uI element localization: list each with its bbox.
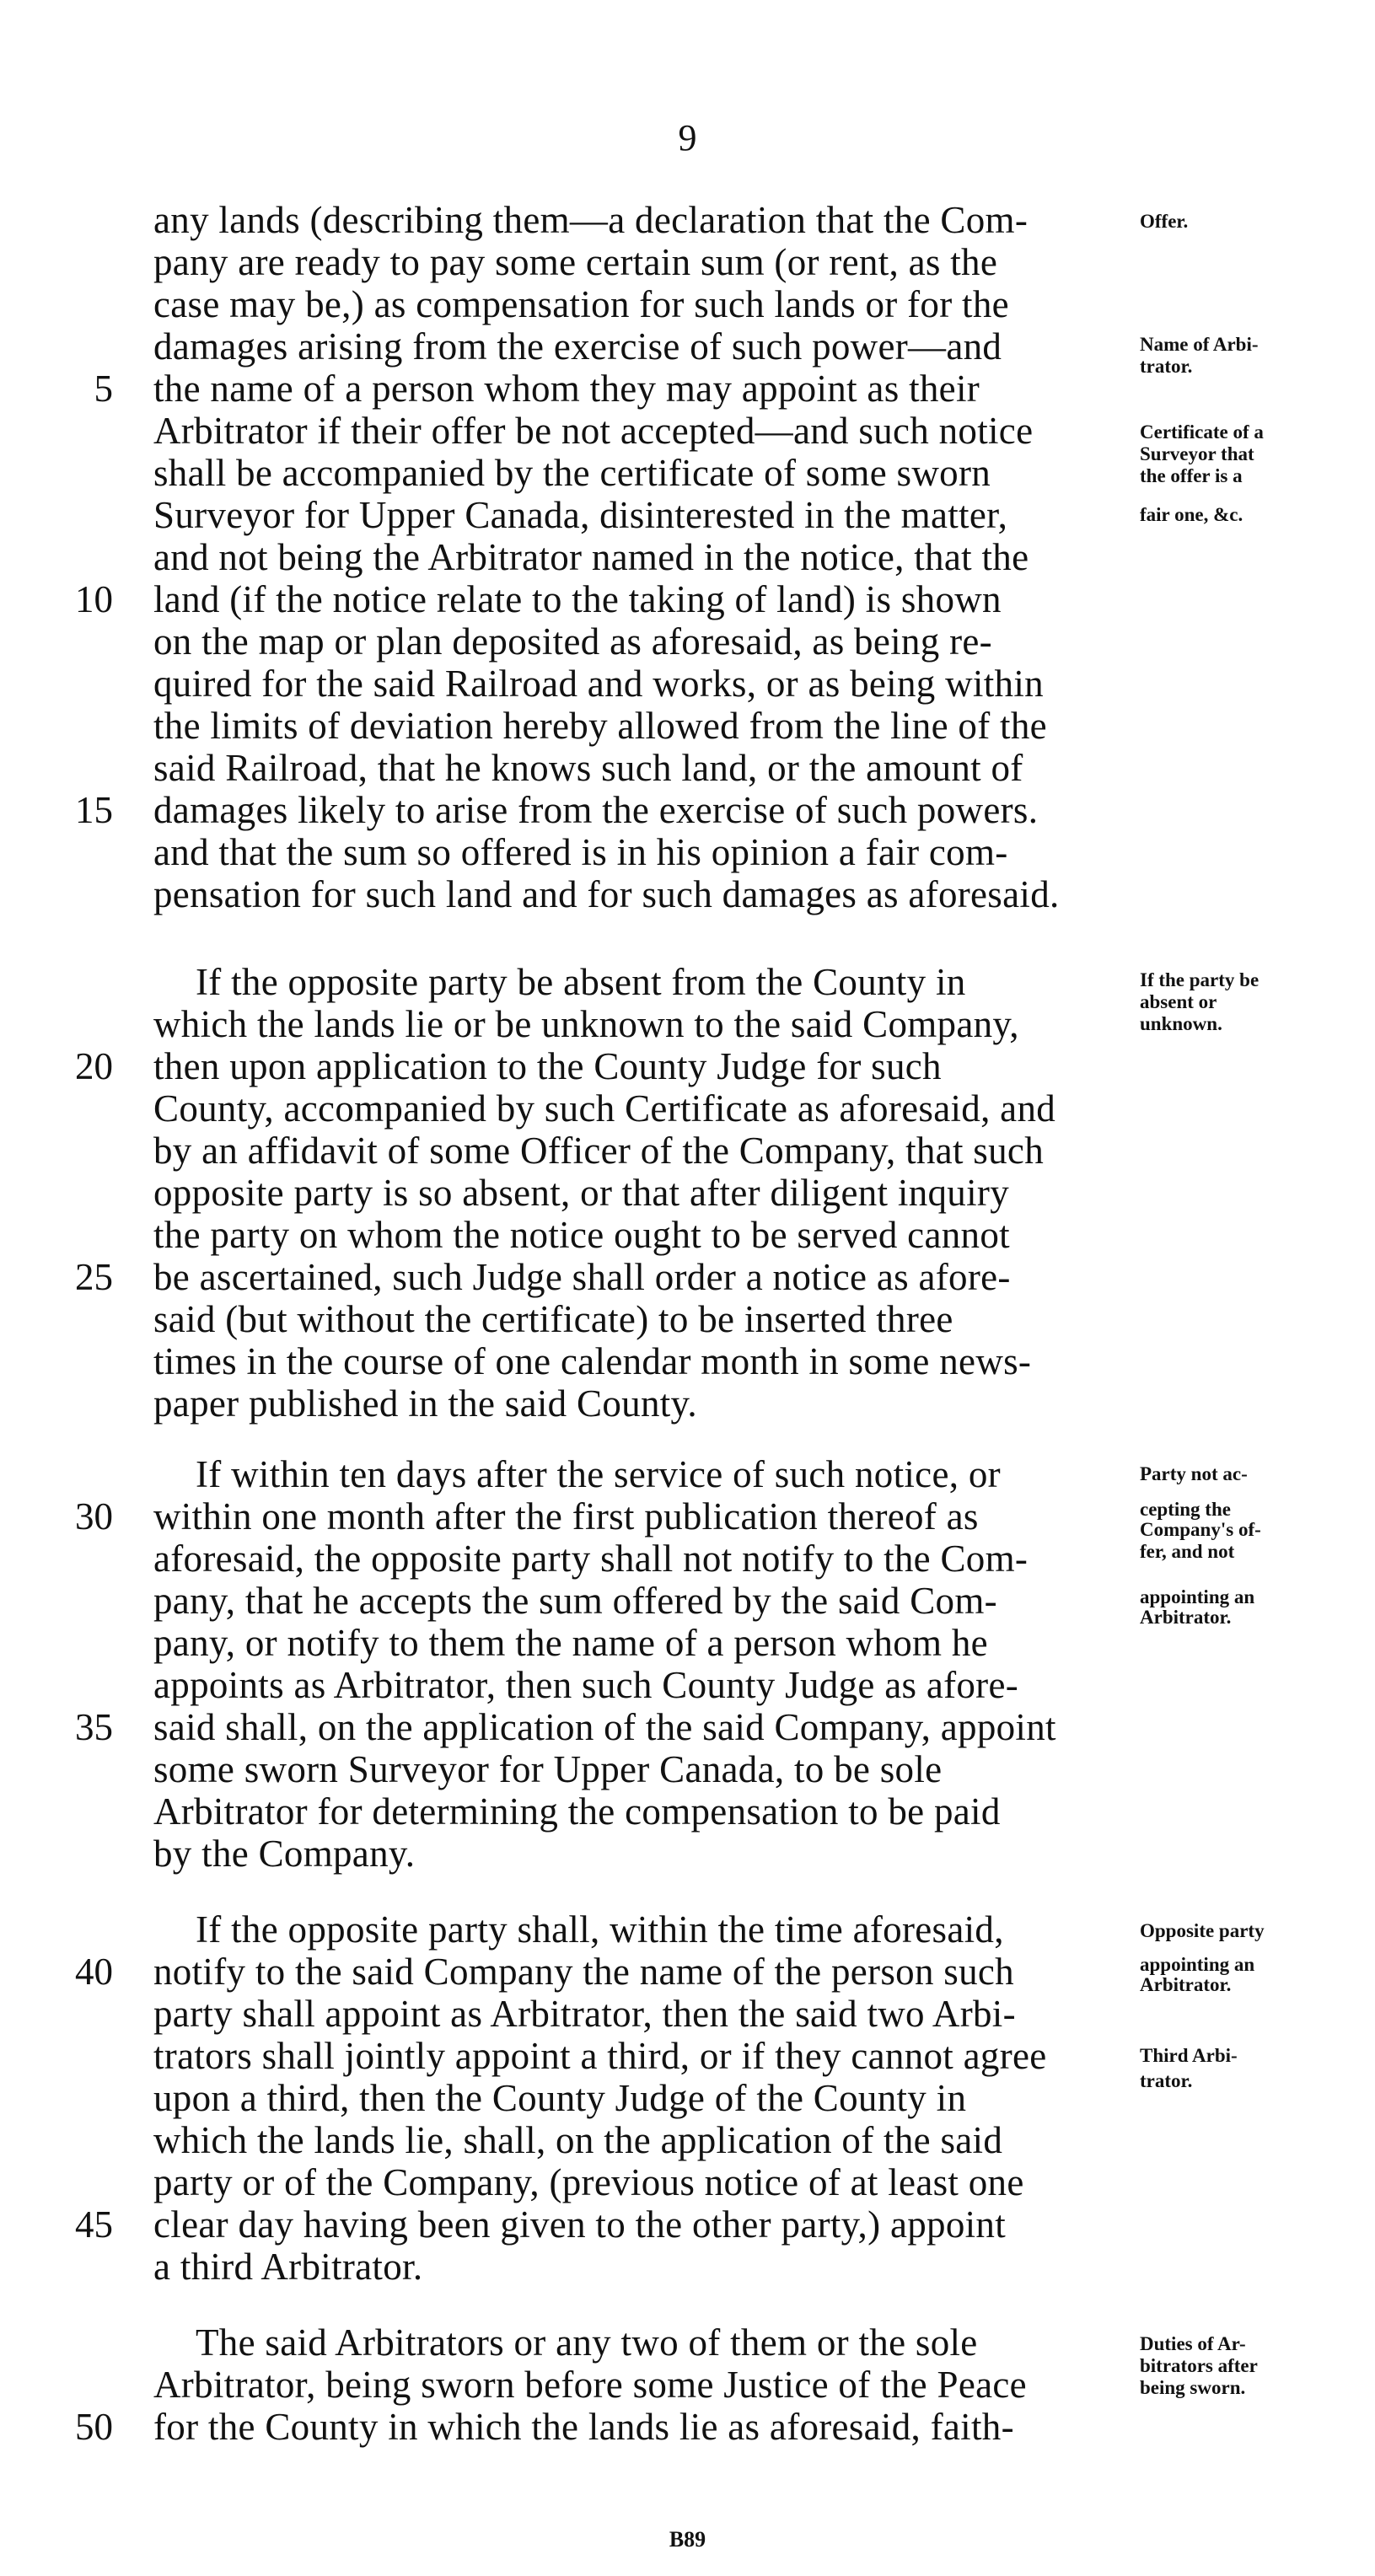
page-number: 9: [678, 117, 697, 158]
text-line: quired for the said Railroad and works, or as being within: [153, 663, 1044, 705]
margin-note: unknown.: [1140, 1013, 1222, 1034]
text-line: some sworn Surveyor for Upper Canada, to be sole: [153, 1748, 943, 1790]
text-line: If the opposite party shall, within the time aforesaid,: [196, 1908, 1004, 1951]
text-line: said (but without the certificate) to be inserted three: [153, 1298, 953, 1340]
line-number: 45: [75, 2203, 113, 2246]
text-line: trators shall jointly appoint a third, or if they cannot agree: [153, 2035, 1047, 2077]
margin-note: Third Arbi-: [1140, 2045, 1238, 2066]
line-number: 40: [75, 1951, 113, 1993]
text-line: clear day having been given to the other party,) appoint: [153, 2203, 1007, 2246]
margin-note: trator.: [1140, 356, 1193, 377]
margin-note: the offer is a: [1140, 465, 1243, 486]
text-line: pensation for such land and for such damages as aforesaid.: [153, 873, 1060, 915]
text-line: on the map or plan deposited as aforesaid, as being re-: [153, 620, 992, 663]
line-number: 50: [75, 2406, 113, 2448]
text-line: then upon application to the County Judge for such: [153, 1045, 942, 1087]
text-line: said shall, on the application of the said Company, appoint: [153, 1706, 1056, 1748]
margin-note: Offer.: [1140, 211, 1189, 232]
signature-mark: B89: [669, 2527, 706, 2552]
text-line: paper published in the said County.: [153, 1382, 697, 1425]
text-line: case may be,) as compensation for such lands or for the: [153, 283, 1009, 325]
margin-note: bitrators after: [1140, 2355, 1258, 2376]
margin-note: If the party be: [1140, 969, 1260, 990]
margin-note: fer, and not: [1140, 1541, 1235, 1562]
line-number: 30: [75, 1495, 113, 1538]
text-line: for the County in which the lands lie as aforesaid, faith-: [153, 2406, 1014, 2448]
text-line: party shall appoint as Arbitrator, then the said two Arbi-: [153, 1993, 1016, 2035]
text-line: within one month after the first publication thereof as: [153, 1495, 979, 1538]
text-line: upon a third, then the County Judge of the County in: [153, 2077, 967, 2119]
margin-note: Name of Arbi-: [1140, 334, 1259, 355]
text-line: shall be accompanied by the certificate of some sworn: [153, 452, 991, 494]
line-number: 20: [75, 1045, 113, 1087]
line-number: 15: [75, 789, 113, 831]
margin-note: Certificate of a: [1140, 421, 1264, 443]
margin-note: appointing an: [1140, 1954, 1255, 1975]
margin-note: Company's of-: [1140, 1519, 1261, 1540]
text-line: a third Arbitrator.: [153, 2246, 423, 2288]
text-line: The said Arbitrators or any two of them or the sole: [196, 2321, 978, 2364]
margin-note: appointing an: [1140, 1586, 1255, 1607]
text-line: party or of the Company, (previous notice of at least one: [153, 2161, 1024, 2203]
text-line: the party on whom the notice ought to be served cannot: [153, 1214, 1010, 1256]
text-line: said Railroad, that he knows such land, or the amount of: [153, 747, 1023, 789]
text-line: by an affidavit of some Officer of the Company, that such: [153, 1130, 1044, 1172]
text-line: pany, or notify to them the name of a person whom he: [153, 1622, 988, 1664]
text-line: the limits of deviation hereby allowed from the line of the: [153, 705, 1047, 747]
text-line: If the opposite party be absent from the County in: [196, 961, 966, 1003]
text-line: and that the sum so offered is in his opinion a fair com-: [153, 831, 1008, 873]
text-line: and not being the Arbitrator named in the notice, that the: [153, 536, 1029, 578]
margin-note: Arbitrator.: [1140, 1974, 1232, 1995]
text-line: Arbitrator for determining the compensation to be paid: [153, 1790, 1001, 1833]
line-number: 5: [94, 368, 113, 410]
text-line: by the Company.: [153, 1833, 416, 1875]
text-line: the name of a person whom they may appoint as their: [153, 368, 980, 410]
line-number: 25: [75, 1256, 113, 1298]
line-number: 10: [75, 578, 113, 620]
margin-note: trator.: [1140, 2070, 1193, 2091]
margin-note: Opposite party: [1140, 1920, 1265, 1941]
text-line: land (if the notice relate to the taking of land) is shown: [153, 578, 1002, 620]
text-line: pany are ready to pay some certain sum (or rent, as the: [153, 241, 998, 283]
margin-note: Surveyor that: [1140, 443, 1254, 464]
text-line: be ascertained, such Judge shall order a notice as afore-: [153, 1256, 1011, 1298]
margin-note: being sworn.: [1140, 2377, 1246, 2398]
text-line: County, accompanied by such Certificate as aforesaid, and: [153, 1087, 1056, 1130]
text-line: aforesaid, the opposite party shall not notify to the Com-: [153, 1538, 1029, 1580]
text-line: Surveyor for Upper Canada, disinterested in the matter,: [153, 494, 1008, 536]
text-line: notify to the said Company the name of the person such: [153, 1951, 1014, 1993]
text-line: If within ten days after the service of such notice, or: [196, 1453, 1001, 1495]
text-line: damages likely to arise from the exercise of such powers.: [153, 789, 1039, 831]
text-line: pany, that he accepts the sum offered by the said Com-: [153, 1580, 997, 1622]
text-line: which the lands lie or be unknown to the said Company,: [153, 1003, 1019, 1045]
text-line: which the lands lie, shall, on the application of the said: [153, 2119, 1003, 2161]
margin-note: Arbitrator.: [1140, 1607, 1232, 1628]
line-number: 35: [75, 1706, 113, 1748]
text-line: Arbitrator if their offer be not accepted—and such notice: [153, 410, 1034, 452]
text-line: opposite party is so absent, or that after diligent inquiry: [153, 1172, 1009, 1214]
margin-note: Duties of Ar-: [1140, 2333, 1246, 2354]
text-line: Arbitrator, being sworn before some Justice of the Peace: [153, 2364, 1027, 2406]
text-line: damages arising from the exercise of such power—and: [153, 325, 1002, 368]
margin-note: fair one, &c.: [1140, 504, 1243, 525]
text-line: appoints as Arbitrator, then such County Judge as afore-: [153, 1664, 1019, 1706]
margin-note: absent or: [1140, 991, 1217, 1012]
margin-note: cepting the: [1140, 1499, 1231, 1520]
text-line: times in the course of one calendar month in some news-: [153, 1340, 1032, 1382]
margin-note: Party not ac-: [1140, 1463, 1248, 1484]
text-line: any lands (describing them—a declaration that the Com-: [153, 199, 1029, 241]
